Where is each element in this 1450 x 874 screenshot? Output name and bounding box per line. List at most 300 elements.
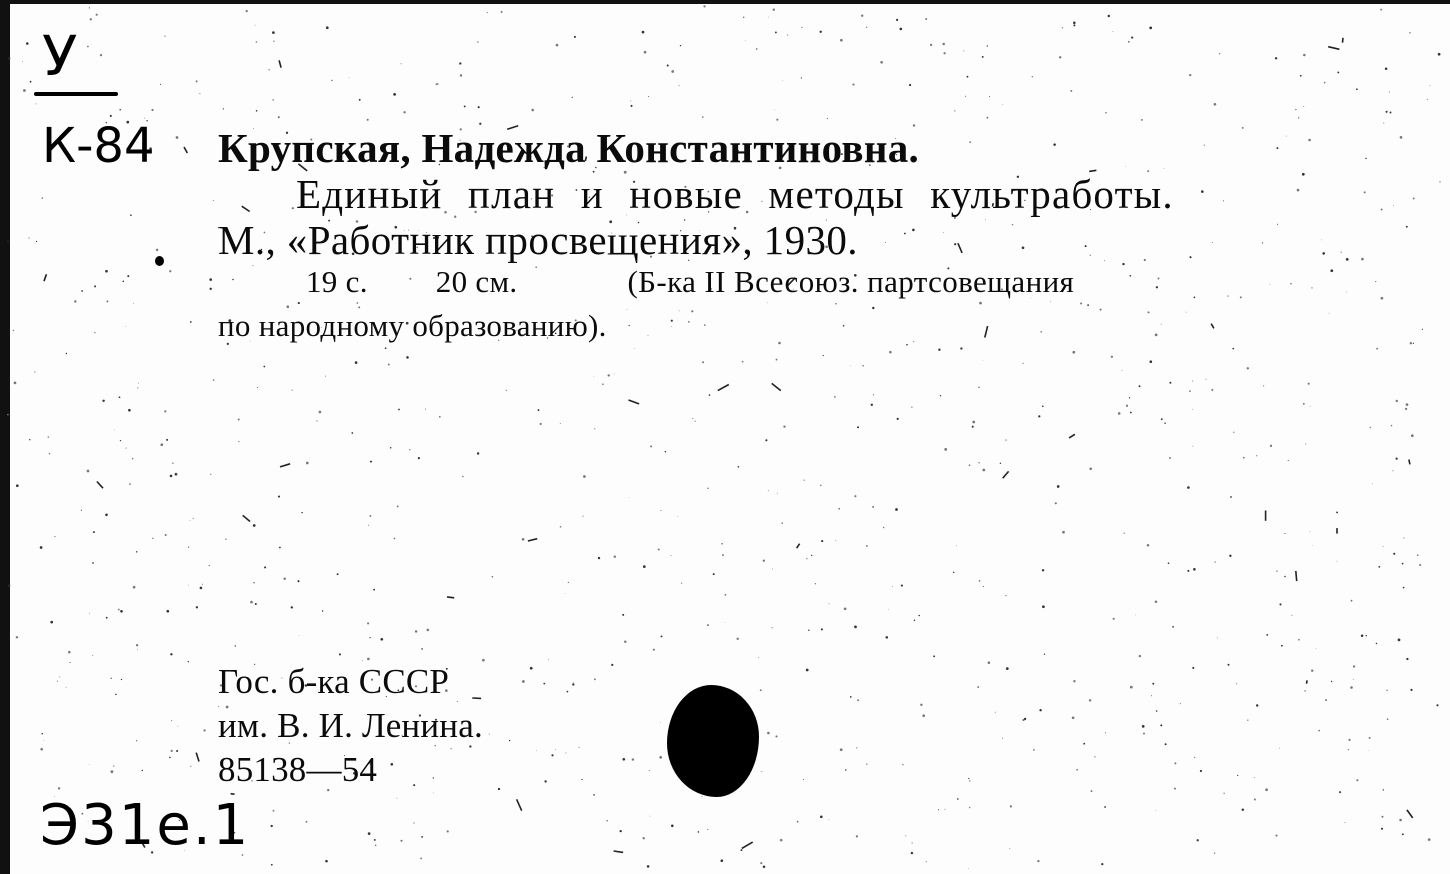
speckle bbox=[852, 84, 854, 86]
speckle bbox=[1375, 281, 1376, 282]
speckle bbox=[1346, 258, 1349, 261]
speckle bbox=[1351, 600, 1353, 602]
speckle bbox=[367, 119, 369, 121]
speckle bbox=[940, 395, 941, 396]
speckle bbox=[677, 516, 678, 517]
speckle bbox=[906, 344, 908, 346]
shelf-mark-rule bbox=[34, 92, 118, 96]
speckle bbox=[629, 325, 630, 326]
speckle bbox=[170, 475, 173, 478]
speckle bbox=[1242, 809, 1244, 811]
speckle bbox=[598, 557, 600, 559]
speckle bbox=[1141, 119, 1143, 121]
speckle bbox=[209, 565, 210, 566]
speckle bbox=[298, 302, 300, 304]
speckle bbox=[170, 653, 172, 655]
speckle bbox=[653, 649, 655, 651]
speckle bbox=[1005, 595, 1006, 596]
speckle bbox=[1180, 703, 1181, 704]
speckle bbox=[210, 474, 211, 475]
speckle bbox=[926, 861, 927, 862]
speckle bbox=[922, 714, 925, 717]
speckle bbox=[583, 516, 584, 517]
speckle bbox=[273, 99, 274, 100]
speckle bbox=[151, 109, 153, 111]
speckle bbox=[821, 628, 823, 630]
speckle bbox=[1139, 655, 1141, 657]
speckle bbox=[776, 359, 778, 361]
speckle bbox=[1254, 777, 1255, 778]
speckle bbox=[671, 326, 672, 327]
speckle bbox=[581, 779, 582, 780]
speckle bbox=[560, 423, 561, 424]
speckle bbox=[325, 376, 326, 377]
speckle bbox=[393, 93, 396, 96]
speckle bbox=[660, 510, 661, 511]
speckle bbox=[190, 766, 191, 767]
speckle bbox=[782, 80, 783, 81]
speckle bbox=[272, 31, 275, 34]
speckle bbox=[1201, 190, 1204, 193]
speckle bbox=[36, 241, 37, 242]
speckle bbox=[176, 136, 179, 139]
speckle bbox=[413, 822, 414, 823]
speckle bbox=[885, 242, 886, 243]
speckle bbox=[856, 747, 857, 748]
speckle bbox=[1042, 605, 1045, 608]
scratch bbox=[1343, 38, 1344, 43]
speckle bbox=[1072, 351, 1075, 354]
speckle bbox=[1152, 683, 1154, 685]
speckle bbox=[1298, 639, 1300, 641]
speckle bbox=[1422, 329, 1423, 330]
speckle bbox=[1104, 260, 1105, 261]
speckle bbox=[1113, 618, 1115, 620]
speckle bbox=[1288, 460, 1289, 461]
speckle bbox=[622, 614, 624, 616]
speckle bbox=[522, 680, 525, 683]
speckle bbox=[820, 816, 823, 819]
speckle bbox=[89, 613, 90, 614]
speckle bbox=[982, 469, 985, 472]
speckle bbox=[420, 857, 422, 859]
speckle bbox=[756, 48, 758, 50]
speckle bbox=[1009, 848, 1010, 849]
speckle bbox=[765, 439, 767, 441]
speckle bbox=[457, 701, 458, 702]
speckle bbox=[972, 426, 974, 428]
scratch bbox=[629, 400, 640, 404]
speckle bbox=[1189, 256, 1191, 258]
scratch bbox=[196, 753, 199, 762]
scratch bbox=[1307, 680, 1308, 683]
author-heading: Крупская, Надежда Константиновна. bbox=[218, 125, 920, 171]
speckle bbox=[68, 651, 71, 654]
speckle bbox=[808, 629, 809, 630]
speckle bbox=[635, 348, 636, 349]
speckle bbox=[1265, 788, 1268, 791]
speckle bbox=[477, 41, 479, 43]
speckle bbox=[1392, 470, 1393, 471]
speckle bbox=[1005, 440, 1006, 441]
speckle bbox=[1361, 634, 1364, 637]
speckle bbox=[1318, 730, 1320, 732]
speckle bbox=[1002, 738, 1003, 739]
speckle bbox=[160, 84, 161, 85]
speckle bbox=[1270, 445, 1272, 447]
speckle bbox=[1161, 324, 1162, 325]
speckle bbox=[418, 457, 420, 459]
speckle bbox=[1330, 269, 1333, 272]
speckle bbox=[968, 868, 969, 869]
speckle bbox=[880, 61, 883, 64]
speckle bbox=[120, 440, 121, 441]
speckle bbox=[1193, 568, 1196, 571]
speckle bbox=[188, 585, 189, 586]
speckle bbox=[1012, 224, 1013, 225]
speckle bbox=[1428, 838, 1431, 841]
speckle bbox=[142, 770, 143, 771]
speckle bbox=[81, 510, 82, 511]
speckle bbox=[436, 83, 438, 85]
speckle bbox=[30, 81, 32, 83]
speckle bbox=[892, 586, 893, 587]
speckle bbox=[1402, 563, 1404, 565]
speckle bbox=[34, 371, 35, 372]
speckle bbox=[622, 758, 625, 761]
speckle bbox=[1396, 400, 1398, 402]
speckle bbox=[1080, 302, 1082, 304]
speckle bbox=[709, 394, 711, 396]
speckle bbox=[602, 383, 604, 385]
speckle bbox=[1350, 686, 1353, 689]
speckle bbox=[1316, 648, 1317, 649]
speckle bbox=[888, 609, 889, 610]
speckle bbox=[671, 825, 674, 828]
speckle bbox=[911, 407, 912, 408]
speckle bbox=[202, 584, 203, 585]
speckle bbox=[58, 787, 60, 789]
speckle bbox=[482, 659, 485, 662]
speckle bbox=[995, 712, 996, 713]
speckle bbox=[506, 390, 507, 391]
speckle bbox=[707, 829, 708, 830]
speckle bbox=[209, 278, 212, 281]
speckle bbox=[912, 229, 915, 232]
speckle bbox=[1155, 334, 1158, 337]
speckle bbox=[1033, 749, 1035, 751]
speckle bbox=[113, 766, 114, 767]
speckle bbox=[368, 832, 371, 835]
scratch bbox=[985, 326, 988, 337]
speckle bbox=[1290, 283, 1292, 285]
speckle bbox=[1091, 790, 1093, 792]
speckle bbox=[1348, 739, 1350, 741]
speckle bbox=[94, 332, 95, 333]
speckle bbox=[920, 704, 922, 706]
speckle bbox=[1215, 562, 1216, 563]
speckle bbox=[574, 36, 576, 38]
speckle bbox=[803, 779, 804, 780]
speckle bbox=[1089, 699, 1091, 701]
speckle bbox=[351, 432, 353, 434]
speckle bbox=[1291, 615, 1292, 616]
speckle bbox=[165, 534, 167, 536]
speckle bbox=[1411, 434, 1414, 437]
speckle bbox=[780, 839, 783, 842]
speckle bbox=[775, 31, 777, 33]
speckle bbox=[743, 17, 745, 19]
speckle bbox=[325, 860, 328, 863]
speckle bbox=[171, 720, 172, 721]
speckle bbox=[1160, 724, 1162, 726]
speckle bbox=[815, 583, 816, 584]
speckle bbox=[811, 555, 812, 556]
speckle bbox=[667, 64, 669, 66]
speckle bbox=[176, 474, 177, 475]
speckle bbox=[827, 118, 828, 119]
speckle bbox=[594, 428, 595, 429]
speckle bbox=[1413, 343, 1414, 344]
speckle bbox=[127, 275, 129, 277]
speckle bbox=[403, 111, 405, 113]
speckle bbox=[913, 341, 914, 342]
margin-dot bbox=[155, 256, 164, 266]
speckle bbox=[388, 364, 390, 366]
speckle bbox=[1325, 699, 1327, 701]
speckle bbox=[41, 733, 43, 735]
speckle bbox=[1413, 198, 1415, 200]
speckle bbox=[26, 42, 29, 45]
speckle bbox=[1032, 76, 1033, 77]
speckle bbox=[850, 696, 852, 698]
speckle bbox=[375, 844, 377, 846]
speckle bbox=[1305, 444, 1306, 445]
speckle bbox=[703, 5, 705, 7]
speckle bbox=[279, 547, 281, 549]
speckle bbox=[679, 310, 680, 311]
speckle bbox=[105, 514, 108, 517]
speckle bbox=[1324, 82, 1326, 84]
speckle bbox=[238, 441, 239, 442]
speckle bbox=[608, 374, 610, 376]
speckle bbox=[938, 349, 940, 351]
scratch bbox=[742, 842, 753, 848]
speckle bbox=[120, 610, 123, 613]
speckle bbox=[909, 84, 911, 86]
speckle bbox=[1164, 423, 1165, 424]
speckle bbox=[1410, 342, 1412, 344]
speckle bbox=[1405, 408, 1407, 410]
speckle bbox=[840, 748, 843, 751]
speckle bbox=[900, 28, 903, 31]
speckle bbox=[1187, 486, 1190, 489]
speckle bbox=[1353, 665, 1355, 667]
speckle bbox=[671, 70, 674, 73]
speckle bbox=[1229, 555, 1231, 557]
speckle bbox=[234, 645, 236, 647]
speckle bbox=[133, 586, 136, 589]
speckle bbox=[543, 683, 545, 685]
speckle bbox=[522, 538, 525, 541]
speckle bbox=[273, 810, 275, 812]
speckle bbox=[763, 865, 766, 868]
speckle bbox=[374, 839, 376, 841]
speckle bbox=[326, 26, 329, 29]
speckle bbox=[1187, 570, 1189, 572]
speckle bbox=[1346, 292, 1347, 293]
speckle bbox=[394, 538, 396, 540]
scratch bbox=[528, 539, 537, 541]
speckle bbox=[1150, 360, 1153, 363]
speckle bbox=[821, 540, 823, 542]
speckle bbox=[1409, 32, 1411, 34]
speckle bbox=[489, 733, 490, 734]
speckle bbox=[369, 515, 371, 517]
speckle bbox=[253, 524, 256, 527]
speckle bbox=[427, 629, 430, 632]
speckle bbox=[967, 76, 969, 78]
speckle bbox=[886, 636, 889, 639]
speckle bbox=[1427, 99, 1428, 100]
speckle bbox=[23, 89, 26, 92]
speckle bbox=[659, 756, 662, 759]
speckle bbox=[13, 330, 14, 331]
speckle bbox=[1381, 297, 1384, 300]
speckle bbox=[1158, 278, 1160, 280]
speckle bbox=[1194, 297, 1196, 299]
speckle bbox=[1189, 74, 1191, 76]
speckle bbox=[1396, 458, 1398, 460]
speckle bbox=[538, 409, 540, 411]
speckle bbox=[132, 458, 134, 460]
speckle bbox=[1129, 397, 1130, 398]
speckle bbox=[620, 830, 622, 832]
speckle bbox=[776, 119, 778, 121]
speckle bbox=[1174, 762, 1176, 764]
speckle bbox=[1365, 158, 1367, 160]
speckle bbox=[1378, 566, 1380, 568]
speckle bbox=[1192, 381, 1193, 382]
speckle bbox=[1376, 348, 1378, 350]
speckle bbox=[111, 770, 114, 773]
speckle bbox=[271, 864, 273, 866]
speckle bbox=[568, 582, 569, 583]
speckle bbox=[624, 641, 626, 643]
speckle bbox=[1135, 615, 1136, 616]
speckle bbox=[1300, 75, 1302, 77]
speckle bbox=[1400, 136, 1403, 139]
speckle bbox=[866, 545, 868, 547]
speckle bbox=[1169, 382, 1171, 384]
speckle bbox=[806, 558, 807, 559]
speckle bbox=[1281, 645, 1283, 647]
speckle bbox=[555, 749, 556, 750]
speckle bbox=[1076, 769, 1078, 771]
speckle bbox=[787, 35, 788, 36]
speckle bbox=[1383, 789, 1384, 790]
speckle bbox=[22, 61, 23, 62]
speckle bbox=[1385, 67, 1388, 70]
speckle bbox=[1403, 538, 1404, 539]
speckle bbox=[1236, 683, 1237, 684]
speckle bbox=[895, 508, 898, 511]
scratch bbox=[447, 597, 454, 598]
speckle bbox=[904, 233, 906, 235]
speckle bbox=[629, 497, 630, 498]
speckle bbox=[291, 606, 293, 608]
shelf-mark-bottom: К-84 bbox=[42, 118, 155, 174]
speckle bbox=[930, 44, 932, 46]
speckle bbox=[1337, 71, 1339, 73]
scratch bbox=[1328, 47, 1339, 50]
speckle bbox=[1124, 533, 1125, 534]
speckle bbox=[1085, 245, 1087, 247]
speckle bbox=[498, 788, 500, 790]
speckle bbox=[1164, 168, 1165, 169]
speckle bbox=[643, 565, 646, 568]
speckle bbox=[89, 7, 90, 8]
speckle bbox=[1204, 145, 1205, 146]
speckle bbox=[691, 310, 693, 312]
speckle bbox=[106, 300, 108, 302]
speckle bbox=[536, 750, 537, 751]
speckle bbox=[1393, 553, 1395, 555]
speckle bbox=[856, 835, 858, 837]
speckle bbox=[540, 423, 542, 425]
speckle bbox=[649, 770, 650, 771]
speckle bbox=[337, 573, 339, 575]
speckle bbox=[401, 63, 402, 64]
speckle bbox=[985, 219, 986, 220]
speckle bbox=[801, 77, 803, 79]
speckle bbox=[1390, 112, 1392, 114]
speckle bbox=[1376, 643, 1377, 644]
speckle bbox=[594, 678, 596, 680]
speckle bbox=[1270, 284, 1271, 285]
speckle bbox=[1192, 409, 1193, 410]
speckle bbox=[166, 610, 169, 613]
speckle bbox=[225, 538, 226, 539]
speckle bbox=[1339, 791, 1341, 793]
speckle bbox=[943, 232, 944, 233]
speckle bbox=[838, 508, 840, 510]
speckle bbox=[1228, 664, 1230, 666]
speckle bbox=[530, 667, 533, 670]
speckle bbox=[406, 356, 409, 359]
scratch bbox=[243, 515, 250, 521]
scratch bbox=[44, 274, 46, 281]
speckle bbox=[1200, 770, 1202, 772]
title-line-2: М., «Работник просвещения», 1930. bbox=[218, 217, 858, 263]
speckle bbox=[115, 694, 117, 696]
speckle bbox=[1331, 681, 1332, 682]
speckle bbox=[331, 80, 332, 81]
speckle bbox=[896, 19, 898, 21]
speckle bbox=[679, 85, 680, 86]
speckle bbox=[1000, 463, 1001, 464]
speckle bbox=[1147, 311, 1149, 313]
speckle bbox=[1399, 819, 1402, 822]
speckle bbox=[278, 496, 280, 498]
speckle bbox=[1366, 635, 1367, 636]
speckle bbox=[942, 43, 945, 46]
speckle bbox=[911, 852, 913, 854]
speckle bbox=[110, 678, 112, 680]
speckle bbox=[355, 361, 358, 364]
scratch bbox=[242, 206, 250, 211]
speckle bbox=[1403, 587, 1405, 589]
